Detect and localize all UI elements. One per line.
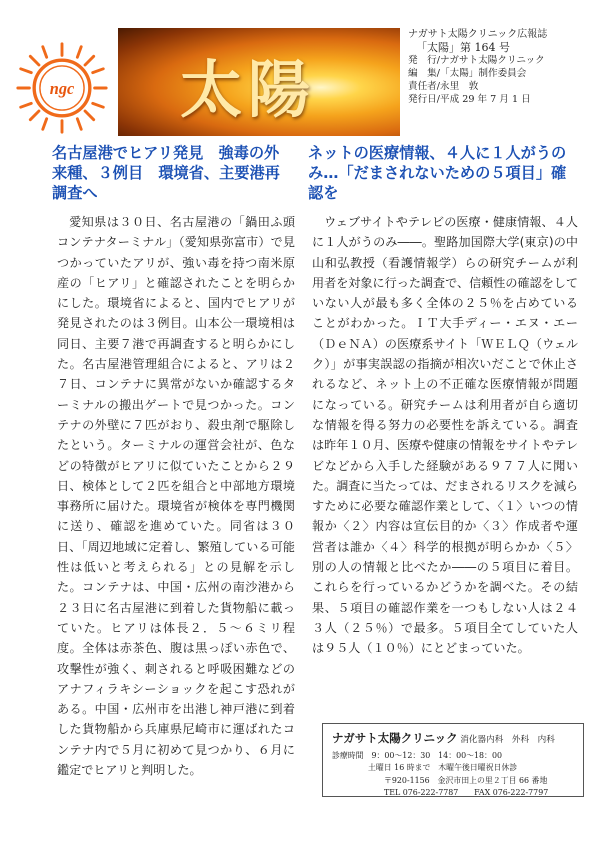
masthead	[408, 28, 594, 106]
article-right-headline: ネットの医療情報、４人に１人がうのみ…「だまされないための５項目」確認を	[308, 144, 567, 202]
clinic-closed-days: 土曜日 16 時まで 木曜午後日曜祝日休診	[368, 763, 518, 773]
masthead-publisher: ナガサト太陽クリニック広報誌	[408, 29, 548, 40]
clinic-name: ナガサト太陽クリニック	[332, 731, 458, 745]
clinic-hours: 診療時間 9：00～12：30 14：00～18：00	[332, 751, 502, 760]
clinic-departments: 消化器内科 外科 内科	[460, 735, 555, 745]
sun-logo-icon	[14, 40, 110, 136]
clinic-phone: TEL 076-222-7787 FAX 076-222-7797	[384, 788, 549, 798]
logo-text: ngc	[49, 78, 75, 98]
masthead-responsible: 責任者/永里 敦	[408, 81, 479, 92]
article-left-body: 愛知県は３０日、名古屋港の「鍋田ふ頭コンテナターミナル」（愛知県弥富市）で見つかっていたアリが、強い毒を持つ南米原産の「ヒアリ」と確認されたことを明らかにした。環境省によると、国内でヒアリが発見されたのは３例目。山本公一環境相は同日、主要７港で再調査すると明らかにした。名古屋港管理組合によると、アリは２７日、コンテナに異常がないか確認するターミナルの搬出ゲートで見つかった。コンテナの外壁に７匹がおり、殺虫剤で駆除したという。ターミナルの運営会社が、色などの特徴がヒアリに似ていたことから２９日、検体として２匹を組合と中部地方環境事務所に届けた。環境省が検体を専門機関に送り、確認を進めていた。同省は３０日、「周辺地域に定着し、繁殖している可能性は低いと考えられる」との見解を示した。コンテナは、中国・広州の南沙港から２３日に名古屋港に到着した貨物船に載っていた。ヒアリは体長２．５～６ミリ程度。全体は赤茶色、腹は黒っぽい赤色で、攻撃性が強く、刺されると呼吸困難などのアナフィラキシーショックを起こす恐れがある。中国・広州市を出港し神戸港に到着した貨物船から兵庫県尼崎市に運ばれたコンテナ内で５月に初めて見つかり、６月に鑑定でヒアリと判明した。	[57, 215, 295, 778]
masthead-editor: 編 集/「太陽」制作委員会	[408, 68, 527, 79]
clinic-info-box	[322, 723, 584, 797]
article-left-headline: 名古屋港でヒアリ発見 強毒の外来種、３例目 環境省、主要港再調査へ	[52, 144, 280, 202]
article-right-body: ウェブサイトやテレビの医療・健康情報、４人に１人がうのみ――。聖路加国際大学(東京)の中山和弘教授（看護情報学）らの研究チームが利用者を対象に行った調査で、信頼性の確認をしていない人が最も多く全体の２５％を占めていることがわかった。ＩＴ大手ディー・エヌ・エー（ＤｅＮＡ）の医療系サイト「ＷＥＬＱ（ウェルク）」が事実誤認の指摘が相次いだことで休止されるなど、ネット上の不正確な医療情報が問題になっている。研究チームは利用者が自ら適切な情報を得る努力の必要性を訴えている。調査は昨年１０月、医療や健康の情報をサイトやテレビなどから入手した経験がある９７７人に聞いた。調査に当たっては、だまされるリスクを減らすために必要な確認作業として、〈１〉いつの情報か〈２〉内容は宣伝目的か〈３〉作成者や運営者は誰か〈４〉科学的根拠が明らかか〈５〉別の人の情報と比べたか――の５項目に着目。これらを行っているかどうかを調べた。その結果、５項目の確認作業を一つもしない人は２４３人（２５％）で最多。５項目全てしていた人は９５人（１０％）にとどまっていた。	[312, 215, 578, 656]
masthead-date: 発行日/平成 29 年 7 月 1 日	[408, 94, 531, 105]
clinic-address: 〒920-1156 金沢市田上の里２丁目 66 番地	[384, 775, 548, 785]
masthead-issuer: 発 行/ナガサト太陽クリニック	[408, 55, 545, 66]
clinic-name-line	[332, 730, 574, 746]
header-banner	[118, 28, 400, 136]
newsletter-title: 太陽	[180, 53, 317, 126]
masthead-issue: 「太陽」第 164 号	[416, 41, 510, 54]
